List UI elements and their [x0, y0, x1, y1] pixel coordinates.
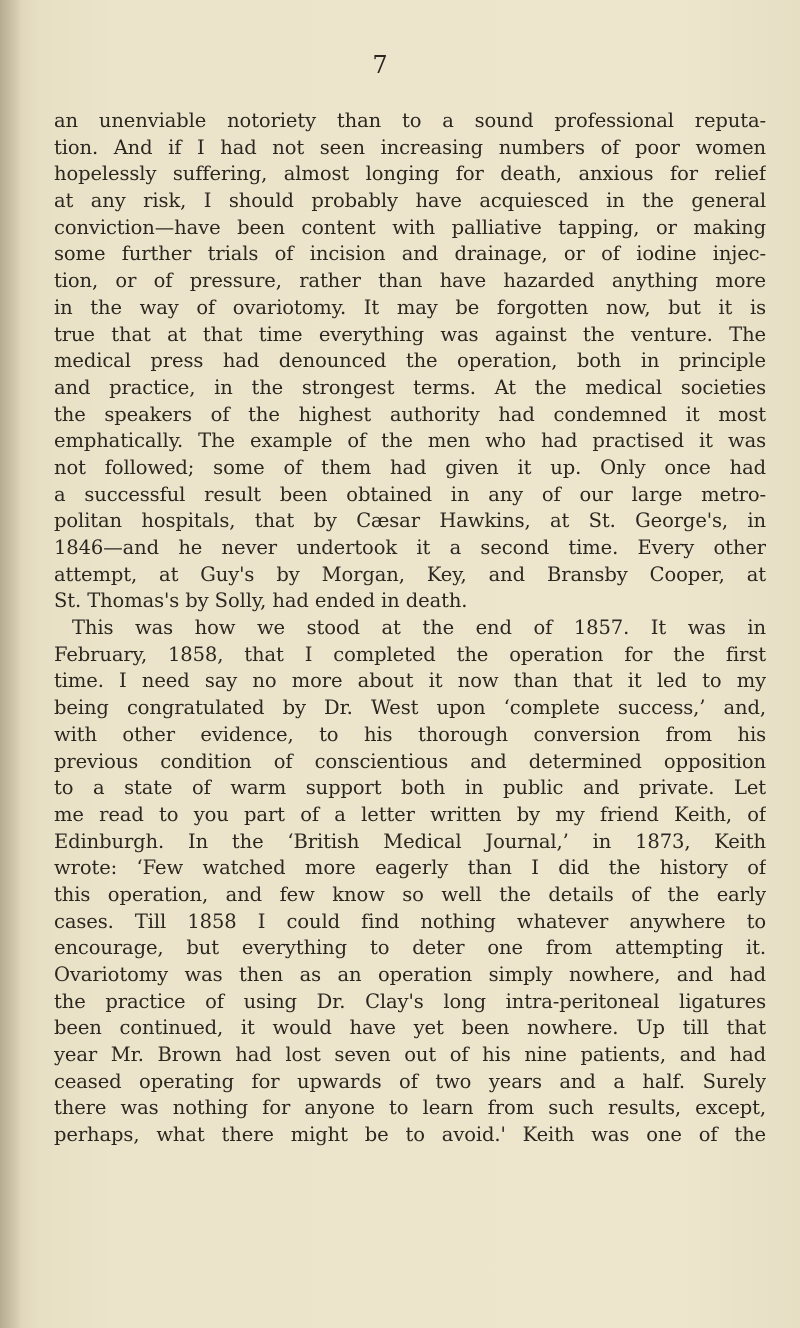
- body-text: [54, 108, 766, 1149]
- text-line: to a state of warm support both in public and private. Let: [54, 776, 766, 800]
- text-line: Ovariotomy was then as an operation simply nowhere, and had: [54, 963, 766, 986]
- text-line: cases. Till 1858 I could find nothing whatever anywhere to: [54, 909, 766, 933]
- text-line: in the way of ovariotomy. It may be forgotten now, but it is: [54, 295, 766, 319]
- text-line: This was how we stood at the end of 1857. It was in: [72, 616, 766, 640]
- text-line: an unenviable notoriety than to a sound professional reputa-: [54, 109, 766, 132]
- text-line: year Mr. Brown had lost seven out of his nine patients, and had: [54, 1043, 766, 1067]
- text-line: conviction—have been content with palliative tapping, or making: [54, 215, 766, 239]
- text-line: not followed; some of them had given it up. Only once had: [54, 455, 766, 479]
- text-line: wrote: ‘Few watched more eagerly than I did the history of: [54, 856, 766, 880]
- text-line: perhaps, what there might be to avoid.' Keith was one of the: [54, 1123, 766, 1147]
- text-line: being congratulated by Dr. West upon ‘complete success,’ and,: [54, 696, 766, 720]
- page-gutter-shadow: [0, 0, 22, 1328]
- text-line: with other evidence, to his thorough conversion from his: [54, 722, 766, 746]
- text-line: medical press had denounced the operation, both in principle: [54, 349, 766, 373]
- text-line: St. Thomas's by Solly, had ended in death.: [54, 589, 468, 613]
- text-line: the practice of using Dr. Clay's long intra-peritoneal ligatures: [54, 989, 766, 1013]
- text-line: tion, or of pressure, rather than have hazarded anything more: [54, 269, 766, 293]
- text-line: politan hospitals, that by Cæsar Hawkins, at St. George's, in: [54, 509, 766, 533]
- text-line: this operation, and few know so well the details of the early: [54, 882, 766, 906]
- text-line: time. I need say no more about it now than that it led to my: [54, 669, 766, 693]
- text-line: me read to you part of a letter written by my friend Keith, of: [54, 802, 766, 826]
- text-line: ceased operating for upwards of two years and a half. Surely: [54, 1069, 766, 1093]
- text-line: tion. And if I had not seen increasing numbers of poor women: [54, 135, 766, 159]
- text-line: attempt, at Guy's by Morgan, Key, and Bransby Cooper, at: [54, 562, 766, 586]
- text-line: previous condition of conscientious and determined opposition: [54, 749, 766, 773]
- text-line: some further trials of incision and drainage, or of iodine injec-: [54, 242, 766, 266]
- text-line: true that at that time everything was against the venture. The: [54, 322, 766, 346]
- text-line: the speakers of the highest authority had condemned it most: [54, 402, 766, 426]
- text-line: encourage, but everything to deter one from attempting it.: [54, 936, 766, 960]
- page-number: 7: [372, 51, 388, 79]
- text-line: hopelessly suffering, almost longing for death, anxious for relief: [54, 162, 766, 186]
- text-line: Edinburgh. In the ‘British Medical Journal,’ in 1873, Keith: [54, 829, 766, 853]
- text-line: there was nothing for anyone to learn from such results, except,: [54, 1096, 766, 1120]
- text-line: been continued, it would have yet been nowhere. Up till that: [54, 1016, 766, 1040]
- text-line: a successful result been obtained in any of our large metro-: [54, 482, 766, 506]
- text-line: at any risk, I should probably have acquiesced in the general: [54, 189, 766, 213]
- text-line: 1846—and he never undertook it a second time. Every other: [54, 536, 766, 559]
- text-line: February, 1858, that I completed the operation for the first: [54, 642, 766, 666]
- text-line: emphatically. The example of the men who had practised it was: [54, 429, 766, 453]
- text-line: and practice, in the strongest terms. At the medical societies: [54, 375, 766, 399]
